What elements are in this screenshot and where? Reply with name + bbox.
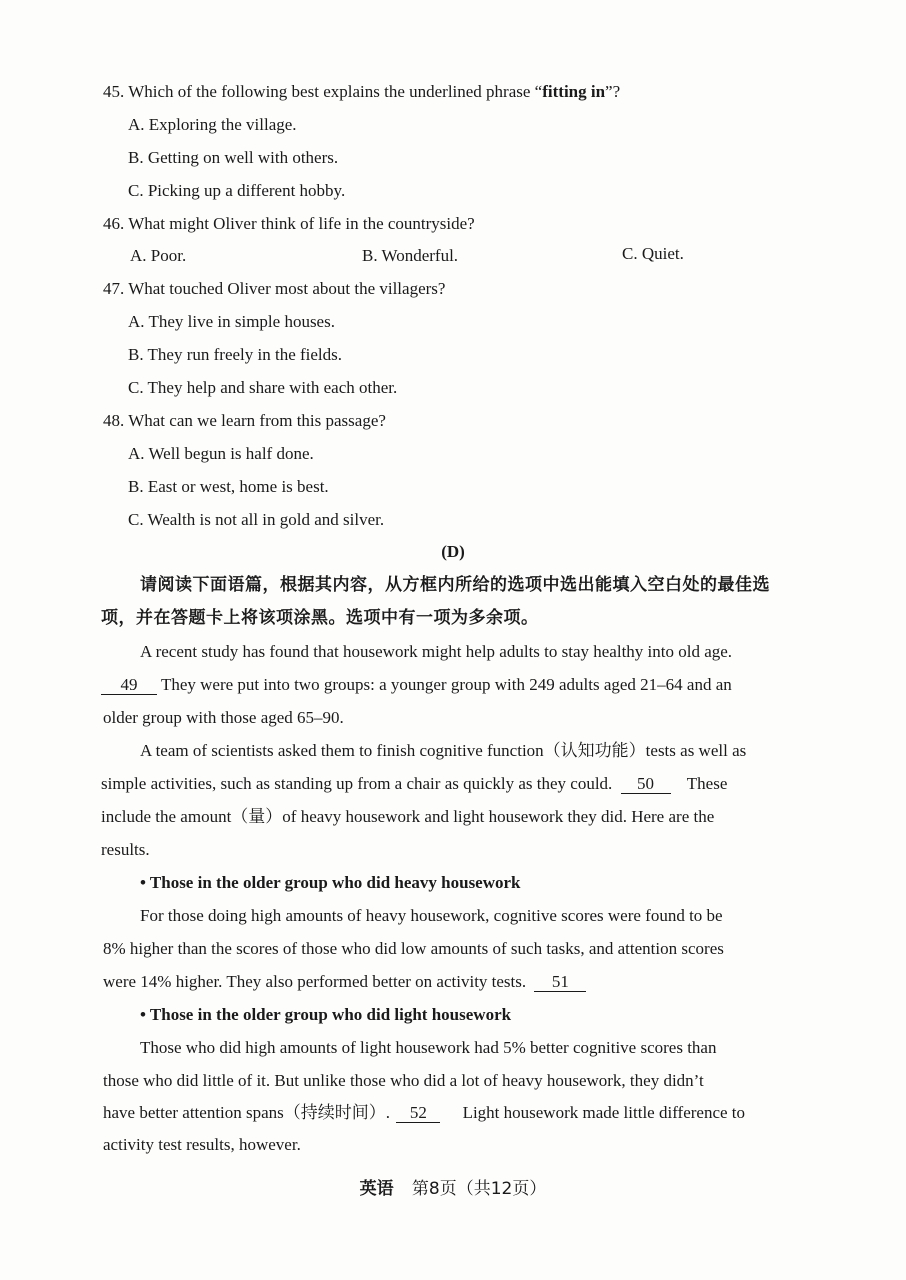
passage-text: were 14% higher. They also performed better on activity tests. <box>103 972 527 991</box>
passage-p3-line2: 8% higher than the scores of those who did low amounts of such tasks, and attention scores <box>103 939 724 958</box>
question-45 <box>103 81 620 103</box>
option-45-c: C. Picking up a different hobby. <box>128 181 346 200</box>
footer-subject: 英语 <box>359 1179 394 1199</box>
passage-text: have better attention spans（持续时间）. <box>103 1103 391 1122</box>
option-47-a: A. They live in simple houses. <box>128 312 335 331</box>
passage-p2-line2 <box>101 773 727 795</box>
option-47-b: B. They run freely in the fields. <box>128 345 343 364</box>
instruction-line-1: 请阅读下面语篇，根据其内容，从方框内所给的选项中选出能填入空白处的最佳选 <box>140 575 770 595</box>
footer-total: （共12页） <box>456 1179 547 1199</box>
passage-p1-line2 <box>101 674 732 696</box>
underlined-phrase: fitting in <box>542 82 606 101</box>
passage-text: Light housework made little difference to <box>462 1103 746 1122</box>
passage-p2-line3: include the amount（量）of heavy housework and light housework they did. Here are the <box>101 807 715 826</box>
question-48 <box>103 410 386 432</box>
passage-p3-line3 <box>103 971 586 993</box>
footer-page: 第8页 <box>411 1179 457 1199</box>
question-47 <box>103 278 445 300</box>
blank-50[interactable]: 50 <box>621 775 671 794</box>
option-46-a: A. Poor. <box>130 246 187 265</box>
blank-51[interactable]: 51 <box>534 973 586 992</box>
passage-p1-line3: older group with those aged 65–90. <box>103 708 344 727</box>
option-48-a: A. Well begun is half done. <box>128 444 314 463</box>
passage-p4-line2: those who did little of it. But unlike those who did a lot of heavy housework, they didn’t <box>103 1071 704 1090</box>
page-footer <box>0 1178 906 1200</box>
question-text: What can we learn from this passage? <box>128 411 386 430</box>
question-number: 48. <box>103 411 125 430</box>
blank-49[interactable]: 49 <box>101 676 157 695</box>
passage-p4-line4: activity test results, however. <box>103 1135 301 1154</box>
option-47-c: C. They help and share with each other. <box>128 378 398 397</box>
option-48-b: B. East or west, home is best. <box>128 477 329 496</box>
subheading-light-housework: • Those in the older group who did light housework <box>140 1005 512 1024</box>
question-number: 46. <box>103 214 125 233</box>
subheading-heavy-housework: • Those in the older group who did heavy housework <box>140 873 521 892</box>
option-46-c: C. Quiet. <box>622 244 684 263</box>
question-text: Which of the following best explains the underlined phrase “ <box>128 82 543 101</box>
question-text-end: ”? <box>605 82 621 101</box>
question-46 <box>103 213 475 235</box>
blank-52[interactable]: 52 <box>396 1104 440 1123</box>
passage-p2-line4: results. <box>101 840 150 859</box>
passage-text: These <box>686 774 728 793</box>
passage-p4-line1: Those who did high amounts of light housework had 5% better cognitive scores than <box>140 1038 717 1057</box>
instruction-line-2: 项，并在答题卡上将该项涂黑。选项中有一项为多余项。 <box>101 608 539 628</box>
question-text: What touched Oliver most about the villagers? <box>128 279 446 298</box>
passage-p4-line3 <box>103 1102 745 1124</box>
passage-text: simple activities, such as standing up from a chair as quickly as they could. <box>101 774 613 793</box>
section-title: (D) <box>441 542 465 561</box>
passage-p2-line1: A team of scientists asked them to finish cognitive function（认知功能）tests as well as <box>140 741 747 760</box>
option-45-b: B. Getting on well with others. <box>128 148 339 167</box>
option-48-c: C. Wealth is not all in gold and silver. <box>128 510 385 529</box>
question-text: What might Oliver think of life in the countryside? <box>128 214 475 233</box>
passage-p1-line1: A recent study has found that housework might help adults to stay healthy into old age. <box>140 642 733 661</box>
question-number: 45. <box>103 82 125 101</box>
option-45-a: A. Exploring the village. <box>128 115 297 134</box>
question-number: 47. <box>103 279 125 298</box>
option-46-b: B. Wonderful. <box>362 246 459 265</box>
passage-text: They were put into two groups: a younger group with 249 adults aged 21–64 and an <box>160 675 732 694</box>
passage-p3-line1: For those doing high amounts of heavy housework, cognitive scores were found to be <box>140 906 723 925</box>
